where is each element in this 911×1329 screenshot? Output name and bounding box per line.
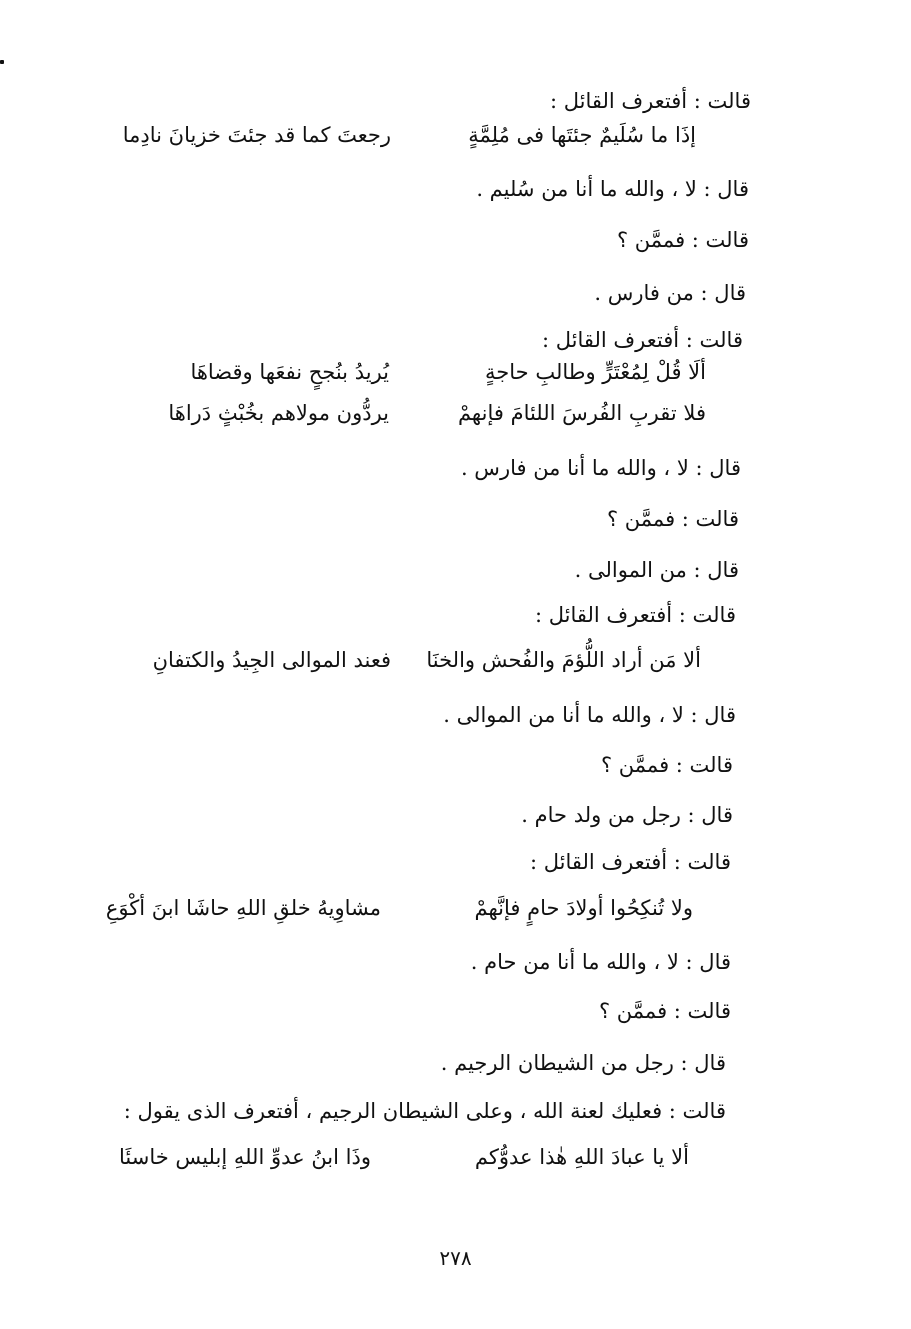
verse-line	[0, 120, 911, 150]
prose-text: قال : رجل من الشيطان الرجيم .	[440, 1051, 726, 1075]
prose-text: قالت : أفتعرف القائل :	[529, 850, 731, 874]
verse-hemistich-second: يردُّون مولاهم بخُبْثٍ دَراهَا	[168, 401, 389, 425]
prose-text: قالت : فعليك لعنة الله ، وعلى الشيطان الرجيم ، أفتعرف الذى يقول :	[123, 1099, 726, 1123]
prose-text: قال : من فارس .	[594, 281, 746, 305]
prose-line	[0, 278, 911, 308]
verse-hemistich-second: فعند الموالى الجِيدُ والكتفانِ	[152, 648, 391, 672]
prose-text: قالت : فممَّن ؟	[598, 999, 731, 1023]
verse-hemistich-first: ألَا قُلْ لِمُعْتَرٍّ وطالبِ حاجةٍ	[485, 360, 706, 384]
prose-line	[0, 174, 911, 204]
prose-text: قالت : فممَّن ؟	[616, 228, 749, 252]
verse-hemistich-first: ألا مَن أراد اللُّؤمَ والفُحش والخنَا	[426, 648, 701, 672]
verse-line	[0, 357, 911, 387]
prose-line	[0, 600, 911, 630]
verse-hemistich-second: يُريدُ بنُجحٍ نفعَها وقضاهَا	[190, 360, 389, 384]
verse-line	[0, 398, 911, 428]
prose-text: قال : لا ، والله ما أنا من حام .	[470, 950, 731, 974]
prose-line	[0, 325, 911, 355]
prose-text: قالت : فممَّن ؟	[606, 507, 739, 531]
edge-mark	[0, 60, 4, 64]
verse-hemistich-first: ألا يا عبادَ اللهِ هٰذا عدوُّكم	[474, 1145, 689, 1169]
prose-line	[0, 555, 911, 585]
prose-line	[0, 225, 911, 255]
verse-hemistich-first: ولا تُنكِحُوا أولادَ حامٍ فإنَّهمْ	[474, 896, 693, 920]
prose-line	[0, 847, 911, 877]
prose-text: قال : لا ، والله ما أنا من الموالى .	[443, 703, 736, 727]
prose-text: قال : لا ، والله ما أنا من سُليم .	[476, 177, 749, 201]
prose-line	[0, 700, 911, 730]
verse-line	[0, 645, 911, 675]
prose-line	[0, 453, 911, 483]
prose-line	[0, 1096, 911, 1126]
prose-text: قال : لا ، والله ما أنا من فارس .	[460, 456, 741, 480]
prose-line	[0, 504, 911, 534]
verse-hemistich-second: مشاوِيهُ خلقِ اللهِ حاشَا ابنَ أكْوَعِ	[105, 896, 381, 920]
prose-text: قال : من الموالى .	[574, 558, 739, 582]
verse-hemistich-first: فلا تقربِ الفُرسَ اللئامَ فإنهمْ	[457, 401, 706, 425]
prose-text: قال : رجل من ولد حام .	[521, 803, 733, 827]
verse-hemistich-first: إذَا ما سُلَيمٌ جئتَها فى مُلِمَّةٍ	[468, 123, 696, 147]
prose-text: قالت : أفتعرف القائل :	[549, 89, 751, 113]
prose-line	[0, 750, 911, 780]
prose-line	[0, 800, 911, 830]
prose-text: قالت : أفتعرف القائل :	[534, 603, 736, 627]
prose-text: قالت : فممَّن ؟	[600, 753, 733, 777]
prose-line	[0, 86, 911, 116]
verse-hemistich-second: رجعتَ كما قد جئتَ خزيانَ نادِما	[122, 123, 391, 147]
verse-line	[0, 1142, 911, 1172]
page-number: ٢٧٨	[439, 1246, 472, 1270]
prose-line	[0, 996, 911, 1026]
verse-line	[0, 893, 911, 923]
prose-line	[0, 947, 911, 977]
verse-hemistich-second: وذَا ابنُ عدوِّ اللهِ إبليس خاسئَا	[119, 1145, 371, 1169]
prose-line	[0, 1048, 911, 1078]
prose-text: قالت : أفتعرف القائل :	[541, 328, 743, 352]
